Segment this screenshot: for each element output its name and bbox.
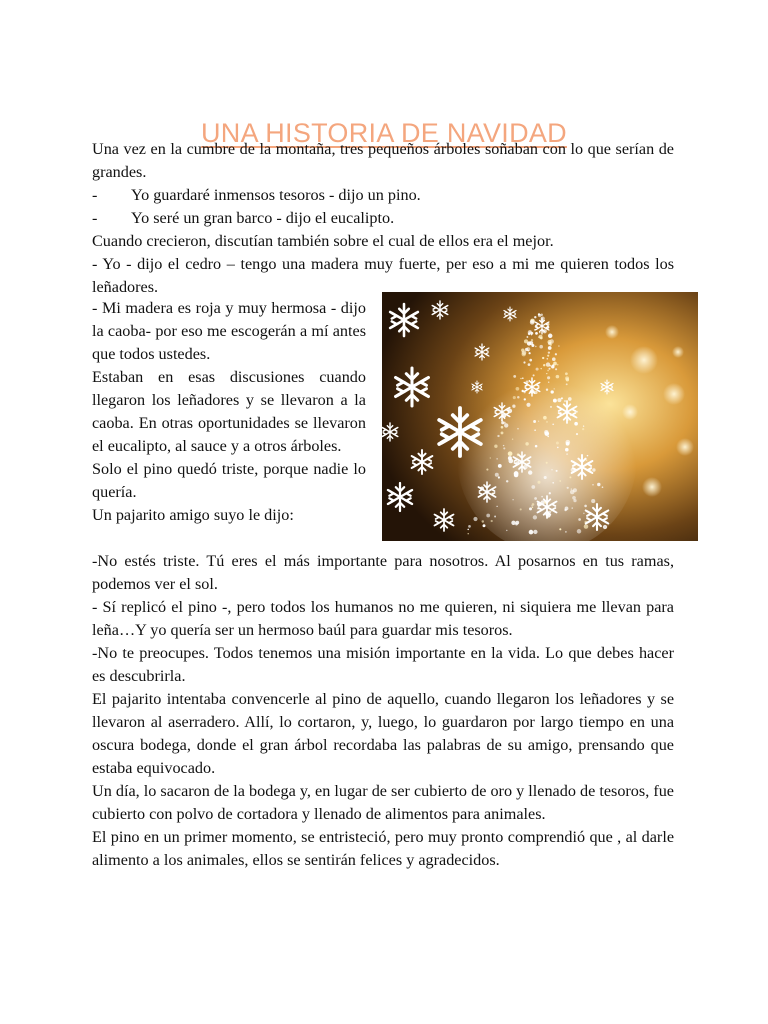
tree-sparkle [570, 490, 575, 495]
paragraph: Estaban en esas discusiones cuando llegaron los leñadores y se llevaron a la caoba. En otras oportunidades se llevaron el eucalipto, al sauce y a otros árboles. [92, 368, 366, 455]
tree-sparkle [496, 506, 497, 507]
tree-sparkle [524, 398, 526, 400]
tree-sparkle [547, 436, 549, 438]
tree-sparkle [548, 381, 549, 382]
tree-sparkle [501, 431, 504, 434]
bokeh-light [676, 438, 694, 456]
text-beside-image [92, 297, 366, 527]
dialogue-line [92, 184, 674, 207]
bokeh-light [605, 325, 619, 339]
tree-sparkle [495, 473, 499, 477]
tree-sparkle [546, 462, 548, 464]
tree-sparkle [538, 421, 539, 422]
tree-sparkle [584, 505, 587, 508]
tree-sparkle [561, 397, 563, 399]
tree-sparkle [546, 373, 547, 374]
tree-sparkle [544, 476, 547, 479]
tree-sparkle [529, 530, 534, 535]
tree-sparkle [546, 388, 548, 390]
tree-sparkle [531, 485, 535, 489]
tree-sparkle [494, 516, 496, 518]
paragraph: Un día, lo sacaron de la bodega y, en lugar de ser cubierto de oro y llenado de tesoros, fue cubierto con polvo de cortadora y llenado de alimentos para animales. [92, 782, 674, 823]
tree-sparkle [591, 499, 595, 503]
tree-sparkle [557, 398, 561, 402]
tree-sparkle [524, 339, 528, 343]
tree-sparkle [557, 447, 559, 449]
tree-sparkle [566, 453, 568, 455]
tree-sparkle [547, 376, 550, 379]
tree-sparkle [568, 397, 572, 401]
dialogue-dash: - [92, 209, 98, 227]
tree-sparkle [522, 352, 526, 356]
tree-sparkle [540, 313, 543, 316]
tree-sparkle [513, 396, 516, 399]
tree-sparkle [543, 416, 547, 420]
tree-sparkle [542, 357, 544, 359]
tree-sparkle [583, 425, 584, 426]
paragraph: Una vez en la cumbre de la montaña, tres pequeños árboles soñaban con lo que serían de grandes. [92, 140, 674, 181]
tree-sparkle [526, 336, 528, 338]
tree-sparkle [565, 448, 569, 452]
tree-sparkle [550, 343, 552, 345]
tree-sparkle [565, 376, 569, 380]
tree-sparkle [553, 399, 557, 403]
tree-sparkle [543, 364, 545, 366]
tree-sparkle [520, 508, 522, 510]
main-text-block [92, 550, 674, 872]
tree-sparkle [473, 517, 477, 521]
christmas-tree-image [382, 292, 698, 541]
tree-sparkle [546, 421, 548, 423]
tree-sparkle [534, 497, 537, 500]
tree-sparkle [556, 442, 559, 445]
tree-sparkle [597, 483, 600, 486]
tree-sparkle [513, 375, 516, 378]
tree-sparkle [566, 442, 570, 446]
paragraph: El pajarito intentaba convencerle al pino de aquello, cuando llegaron los leñadores y se llevaron al aserradero. Allí, lo cortaron, y, luego, lo guardaron por largo tiempo en una oscura bodega, donde el gran árbol recordaba las palabras de su amigo, prensando que estaba equivocado. [92, 690, 674, 777]
tree-sparkle [578, 518, 581, 521]
tree-sparkle [534, 316, 536, 318]
tree-sparkle [529, 341, 533, 345]
tree-sparkle [536, 368, 539, 371]
tree-sparkle [512, 439, 513, 440]
tree-sparkle [516, 387, 520, 391]
tree-sparkle [467, 529, 469, 531]
paragraph: - Yo - dijo el cedro – tengo una madera muy fuerte, per eso a mi me quieren todos los leñadores. [92, 255, 674, 296]
tree-sparkle [520, 378, 522, 380]
tree-sparkle [537, 481, 540, 484]
intro-block [92, 138, 674, 299]
tree-sparkle [556, 375, 560, 379]
tree-sparkle [559, 528, 561, 530]
christmas-tree-illustration [382, 292, 698, 541]
tree-sparkle [525, 442, 528, 445]
tree-sparkle [569, 476, 571, 478]
paragraph: Solo el pino quedó triste, porque nadie lo quería. [92, 460, 366, 501]
tree-sparkle [496, 458, 497, 459]
tree-sparkle [514, 471, 519, 476]
paragraph: Cuando crecieron, discutían también sobre el cual de ellos era el mejor. [92, 232, 554, 250]
tree-sparkle [546, 362, 550, 366]
dialogue-dash: - [92, 186, 98, 204]
bokeh-light [642, 477, 662, 497]
tree-sparkle [535, 332, 538, 335]
tree-sparkle [566, 383, 568, 385]
tree-sparkle [531, 334, 532, 335]
tree-sparkle [506, 530, 507, 531]
tree-sparkle [557, 364, 559, 366]
tree-sparkle [530, 320, 535, 325]
tree-sparkle [504, 423, 508, 427]
tree-sparkle [565, 531, 567, 533]
tree-sparkle [571, 488, 572, 489]
tree-sparkle [526, 347, 530, 351]
tree-sparkle [515, 521, 519, 525]
tree-sparkle [533, 515, 537, 519]
tree-sparkle [522, 377, 524, 379]
tree-sparkle [482, 520, 484, 522]
tree-sparkle [549, 492, 551, 494]
tree-sparkle [491, 520, 493, 522]
tree-sparkle [551, 390, 554, 393]
bokeh-light [630, 346, 658, 374]
dialogue-line [92, 207, 674, 230]
tree-sparkle [583, 513, 584, 514]
tree-sparkle [494, 445, 497, 448]
tree-sparkle [501, 421, 504, 424]
tree-sparkle [545, 431, 550, 436]
tree-sparkle [565, 507, 569, 511]
tree-sparkle [548, 351, 550, 353]
tree-sparkle [576, 433, 578, 435]
tree-sparkle [490, 457, 491, 458]
tree-sparkle [483, 524, 486, 527]
tree-sparkle [535, 445, 538, 448]
tree-sparkle [587, 455, 589, 457]
tree-sparkle [503, 447, 505, 449]
tree-sparkle [540, 368, 541, 369]
tree-sparkle [539, 345, 543, 349]
bokeh-light [663, 383, 685, 405]
tree-sparkle [517, 396, 520, 399]
tree-sparkle [548, 346, 552, 350]
tree-sparkle [553, 362, 557, 366]
paragraph: -No estés triste. Tú eres el más importante para nosotros. Al posarnos en tus ramas, podemos ver el sol. [92, 552, 674, 593]
tree-sparkle [538, 313, 540, 315]
tree-sparkle [501, 426, 504, 429]
tree-sparkle [523, 361, 525, 363]
tree-sparkle [551, 365, 554, 368]
tree-sparkle [528, 363, 531, 366]
tree-sparkle [552, 482, 554, 484]
tree-sparkle [582, 428, 584, 430]
tree-sparkle [539, 335, 543, 339]
tree-sparkle [534, 429, 536, 431]
tree-sparkle [555, 353, 557, 355]
tree-sparkle [508, 459, 513, 464]
tree-sparkle [558, 345, 560, 347]
tree-sparkle [533, 374, 535, 376]
tree-sparkle [592, 484, 594, 486]
tree-sparkle [468, 533, 469, 534]
tree-sparkle [521, 348, 524, 351]
tree-sparkle [512, 405, 515, 408]
tree-sparkle [547, 355, 549, 357]
tree-sparkle [555, 368, 557, 370]
tree-sparkle [546, 358, 548, 360]
tree-sparkle [532, 503, 535, 506]
tree-sparkle [535, 346, 537, 348]
tree-sparkle [572, 507, 573, 508]
tree-sparkle [584, 524, 589, 529]
tree-sparkle [564, 400, 566, 402]
bokeh-light [672, 346, 684, 358]
tree-sparkle [574, 422, 578, 426]
tree-sparkle [506, 480, 508, 482]
tree-sparkle [548, 334, 553, 339]
tree-sparkle [486, 469, 488, 471]
tree-sparkle [511, 521, 515, 525]
tree-sparkle [602, 486, 604, 488]
tree-sparkle [572, 496, 576, 500]
tree-sparkle [498, 476, 500, 478]
paragraph: El pino en un primer momento, se entristeció, pero muy pronto comprendió que , al darle alimento a los animales, ellos se sentirán felices y agradecidos. [92, 828, 674, 869]
tree-sparkle [522, 390, 524, 392]
paragraph: - Sí replicó el pino -, pero todos los humanos no me quieren, ni siquiera me llevan para leña…Y yo quería ser un hermoso baúl para guardar mis tesoros. [92, 598, 674, 639]
tree-sparkle [497, 435, 499, 437]
dialogue-text: Yo guardaré inmensos tesoros - dijo un pino. [131, 186, 421, 204]
tree-sparkle [528, 470, 532, 474]
tree-sparkle [508, 451, 513, 456]
paragraph: Un pajarito amigo suyo le dijo: [92, 506, 294, 524]
tree-sparkle [533, 420, 536, 423]
tree-sparkle [503, 445, 504, 446]
tree-sparkle [486, 514, 490, 518]
tree-sparkle [526, 403, 530, 407]
tree-sparkle [549, 368, 551, 370]
tree-sparkle [552, 423, 554, 425]
paragraph: -No te preocupes. Todos tenemos una misión importante en la vida. Lo que debes hacer es descubrirla. [92, 644, 674, 685]
tree-sparkle [559, 480, 561, 482]
tree-sparkle [554, 388, 555, 389]
tree-sparkle [550, 406, 552, 408]
tree-sparkle [531, 339, 533, 341]
tree-sparkle [577, 529, 582, 534]
tree-sparkle [556, 470, 558, 472]
tree-sparkle [533, 530, 537, 534]
tree-sparkle [541, 496, 543, 498]
tree-sparkle [547, 370, 549, 372]
tree-sparkle [517, 428, 519, 430]
tree-sparkle [567, 487, 569, 489]
dialogue-text: Yo seré un gran barco - dijo el eucalipto. [131, 209, 395, 227]
tree-sparkle [552, 357, 556, 361]
tree-sparkle [603, 525, 607, 529]
tree-sparkle [529, 507, 532, 510]
tree-sparkle [468, 525, 471, 528]
paragraph: - Mi madera es roja y muy hermosa - dijo la caoba- por eso me escogerán a mí antes que todos ustedes. [92, 299, 366, 363]
tree-sparkle [528, 330, 532, 334]
page-title: UNA HISTORIA DE NAVIDAD [201, 118, 567, 149]
tree-sparkle [529, 352, 531, 354]
tree-sparkle [529, 359, 532, 362]
tree-sparkle [532, 507, 533, 508]
tree-sparkle [565, 372, 568, 375]
tree-sparkle [592, 468, 595, 471]
tree-sparkle [498, 464, 502, 468]
tree-sparkle [551, 469, 552, 470]
tree-sparkle [512, 499, 513, 500]
